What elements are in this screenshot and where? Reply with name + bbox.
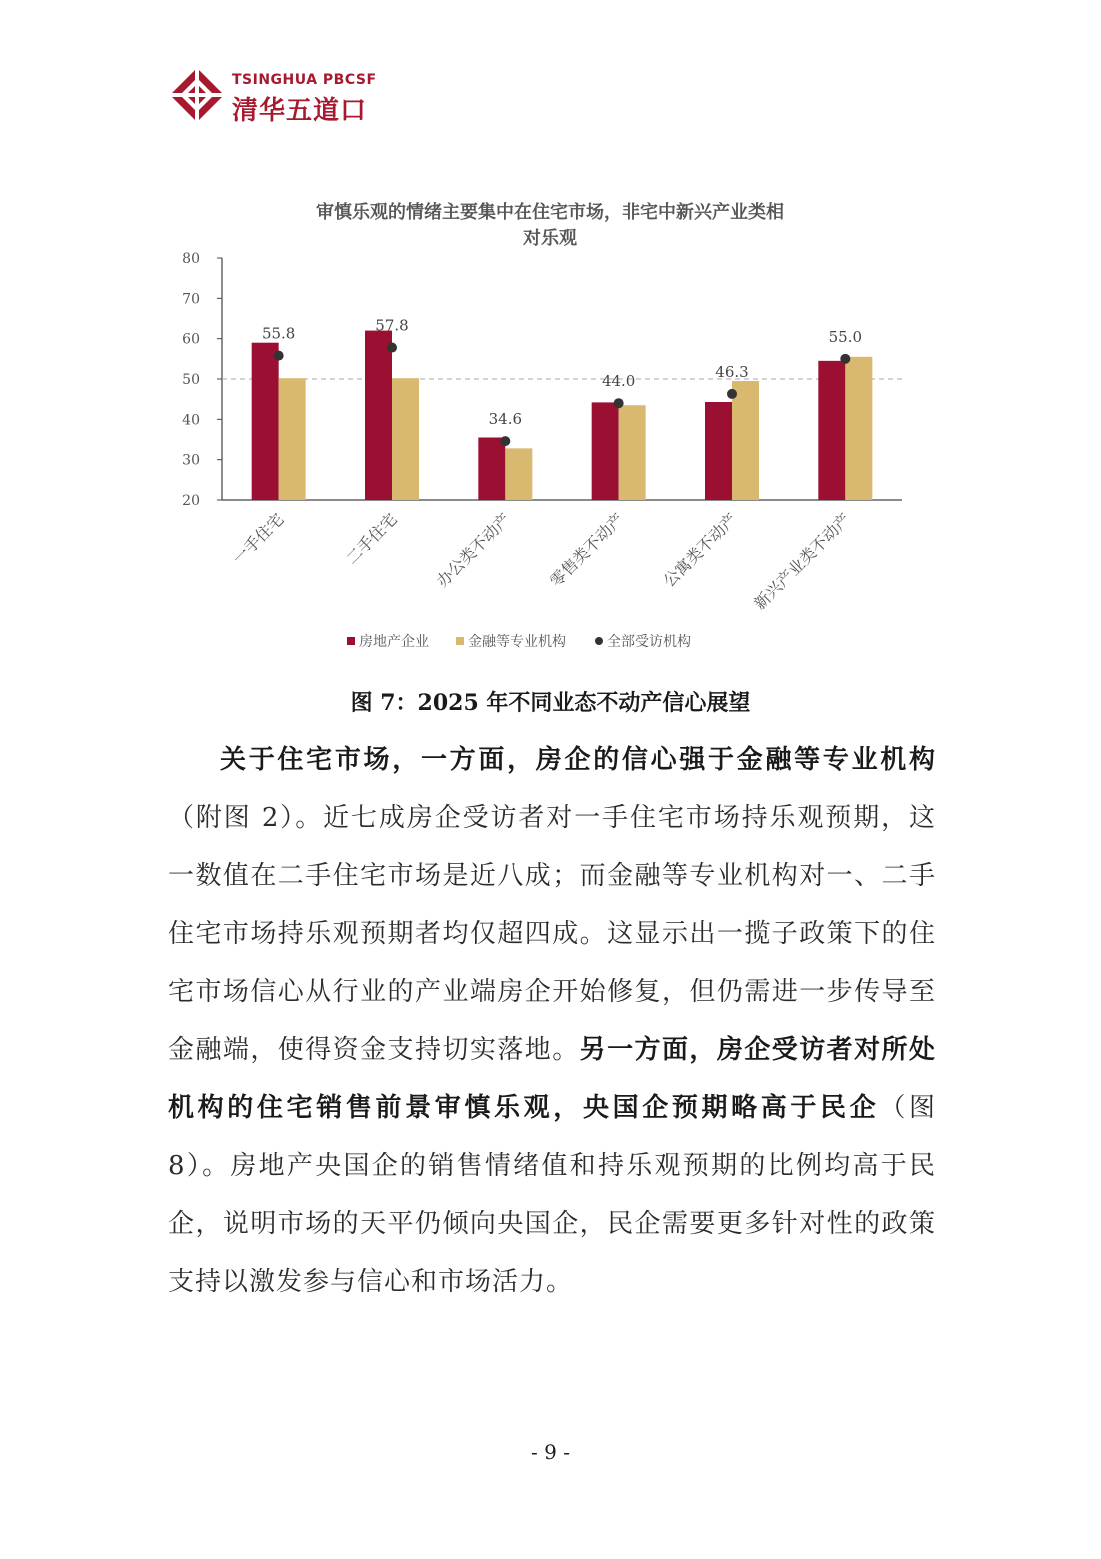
chart-title: 审慎乐观的情绪主要集中在住宅市场，非宅中新兴产业类相 [316,202,784,223]
logo-text-en: TSINGHUA PBCSF [232,72,377,88]
legend-swatch-全部受访机构 [595,637,603,645]
point-全部受访机构 [614,398,624,408]
category-label: 办公类不动产 [432,509,515,591]
bar-金融等专业机构 [619,405,646,500]
data-label: 57.8 [375,316,409,335]
logo-text-cn: 清华五道口 [232,96,368,126]
bar-房地产企业 [592,402,619,500]
bar-房地产企业 [252,343,279,500]
bar-chart [165,180,935,665]
body-bold-1: 关于住宅市场，一方面，房企的信心强于金融等专业机构 [220,745,936,775]
legend-label: 金融等专业机构 [468,634,566,650]
category-label: 公寓类不动产 [659,509,741,591]
category-label: 一手住宅 [228,509,288,569]
bar-房地产企业 [365,331,392,500]
point-全部受访机构 [500,436,510,446]
y-tick-label: 70 [182,291,200,308]
bar-金融等专业机构 [392,378,419,500]
body-bold-2: 另一方面，房企受访者对所处机构的住宅销售前景审慎乐观，央国企预期略高于民企 [168,1035,936,1123]
y-tick-label: 30 [182,452,200,469]
data-label: 44.0 [601,372,636,391]
data-label: 46.3 [715,362,749,381]
point-全部受访机构 [840,354,850,364]
legend-swatch-金融等专业机构 [456,637,464,645]
point-全部受访机构 [727,389,737,399]
bar-房地产企业 [478,437,505,500]
data-label: 55.0 [828,327,863,346]
tsinghua-logo-icon [168,66,226,124]
data-label: 34.6 [488,410,523,429]
y-tick-label: 80 [182,251,200,267]
y-tick-label: 40 [182,412,200,429]
category-label: 零售类不动产 [546,509,628,591]
y-tick-label: 50 [182,372,200,388]
bar-房地产企业 [818,361,845,500]
page-number: - 9 - [531,1440,570,1464]
legend-swatch-房地产企业 [347,637,355,645]
header-logo [168,66,398,126]
chart-title: 对乐观 [523,228,577,249]
bar-金融等专业机构 [845,357,872,500]
data-label: 55.8 [261,324,296,343]
point-全部受访机构 [274,351,284,361]
body-text-2: （图 8）。房地产央国企的销售情绪值和持乐观预期的比例均高于民企，说明市场的天平仍倾向央国企，民企需要更多针对性的政策支持以激发参与信心和市场活力。 [168,1093,936,1297]
category-label: 二手住宅 [342,509,401,569]
legend-label: 房地产企业 [359,634,429,650]
bar-金融等专业机构 [505,448,532,500]
legend-label: 全部受访机构 [607,634,691,650]
body-paragraph [168,731,936,1311]
bar-金融等专业机构 [279,378,306,500]
category-label: 新兴产业类不动产 [750,509,855,614]
bar-金融等专业机构 [732,381,759,500]
y-tick-label: 60 [182,331,200,348]
body-text-1: （附图 2）。近七成房企受访者对一手住宅市场持乐观预期，这一数值在二手住宅市场是近八成；而金融等专业机构对一、二手住宅市场持乐观预期者均仅超四成。这显示出一揽子政策下的住宅市场信心从行业的产业端房企开始修复，但仍需进一步传导至金融端，使得资金支持切实落地。 [168,803,936,1065]
bar-房地产企业 [705,402,732,500]
y-tick-label: 20 [182,493,200,509]
point-全部受访机构 [387,343,397,353]
figure-caption: 图 7：2025 年不同业态不动产信心展望 [350,690,751,716]
chart-figure [165,180,935,665]
